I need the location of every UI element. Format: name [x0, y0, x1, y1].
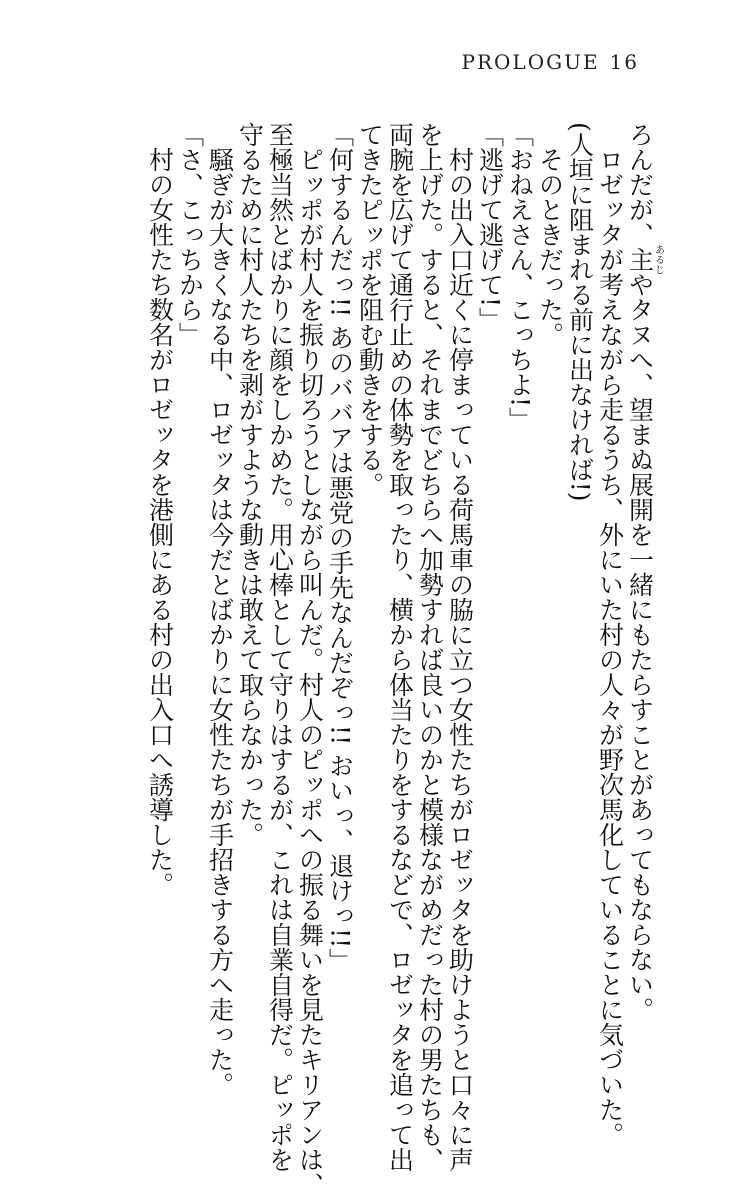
text-line-8: を上げた。すると、それまでどちらへ加勢すれば良いのかと模様ながめだった村の男たちも、	[415, 122, 445, 1172]
text-line-3: (人垣に阻まれる前に出なければ!)	[565, 122, 595, 502]
text-line-12: ピッポが村人を振り切ろうとしながら叫んだ。村人のピッポへの振る舞いを見たキリアンは、	[295, 147, 325, 1197]
text-line-14: 守るために村人たちを剥がすような動きは敢えて取らなかった。	[235, 122, 265, 847]
running-header	[462, 50, 639, 74]
text-line-16: 「さ、こっちから」	[175, 122, 205, 347]
text-line-9: 両腕を広げて通行止めの体勢を取ったり、横から体当たりをするなどで、ロゼッタを追って出	[385, 122, 415, 1172]
text-line-7: 村の出入口近くに停まっている荷馬車の脇に立つ女性たちがロゼッタを助けようと口々に声	[445, 147, 475, 1172]
text-line-1-before: ろんだが、	[625, 122, 655, 247]
text-line-15: 騒ぎが大きくなる中、ロゼッタは今だとばかりに女性たちが手招きする方へ走った。	[205, 147, 235, 1097]
text-line-6: 「逃げて逃げて!」	[475, 122, 505, 333]
ruby-reading: あるじ	[652, 244, 664, 275]
text-line-13: 至極当然とばかりに顔をしかめた。用心棒として守りはするが、これは自業自得だ。ピッポを	[265, 122, 295, 1172]
text-line-17: 村の女性たち数名がロゼッタを港側にある村の出入口へ誘導した。	[145, 147, 175, 897]
page-number: 16	[609, 50, 639, 74]
text-line-1-after: やタヌへ、望まぬ展開を一緒にもたらすことがあってもならない。	[625, 272, 655, 1022]
text-line-2: ロゼッタが考えながら走るうち、外にいた村の人々が野次馬化していることに気づいた。	[595, 147, 625, 1147]
vertical-body-text	[145, 122, 664, 1197]
chapter-title: PROLOGUE	[461, 50, 600, 74]
ruby-base: 主	[625, 244, 655, 275]
text-line-10: てきたピッポを阻む動きをする。	[355, 122, 385, 497]
text-line-11: 「何するんだっ!! あのババアは悪党の手先なんだぞっ!! おいっ、退けっ!!」	[325, 122, 355, 974]
text-line-4: そのときだった。	[535, 147, 565, 347]
ruby-text	[625, 244, 664, 275]
text-line-5: 「おねえさん、こっちよ!」	[505, 122, 535, 433]
text-line-1	[625, 122, 664, 1022]
